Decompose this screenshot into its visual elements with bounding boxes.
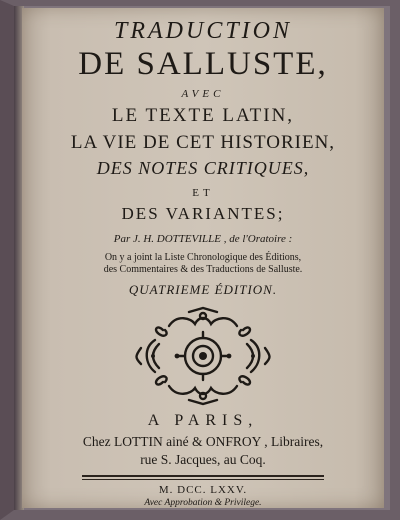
- title-line-1: TRADUCTION: [113, 18, 293, 44]
- subtitle-line-vie: LA VIE DE CET HISTORIEN,: [70, 132, 336, 153]
- note-line-2: des Commentaires & des Traductions de Salluste.: [103, 264, 303, 275]
- subtitle-et: ET: [192, 187, 214, 199]
- title-line-2: DE SALLUSTE,: [78, 46, 328, 82]
- edition-line: QUATRIEME ÉDITION.: [128, 282, 278, 297]
- double-rule-bottom: [82, 479, 324, 480]
- imprint-date: M. DCC. LXXV.: [158, 484, 248, 496]
- note-line-1: On y a joint la Liste Chronologique des Éditions,: [104, 252, 302, 263]
- subtitle-line-texte: LE TEXTE LATIN,: [111, 105, 295, 126]
- imprint-place: A PARIS,: [147, 412, 259, 429]
- double-rule-top: [82, 475, 324, 477]
- subtitle-line-notes: DES NOTES CRITIQUES,: [96, 158, 310, 178]
- subtitle-line-variantes: DES VARIANTES;: [121, 204, 285, 223]
- imprint-publisher-line-2: rue S. Jacques, au Coq.: [140, 452, 266, 467]
- imprint-publisher-line-1: Chez LOTTIN ainé & ONFROY , Libraires,: [82, 434, 324, 449]
- subtitle-avec: AVEC: [181, 88, 225, 100]
- title-page: [22, 8, 384, 508]
- approbation-line: Avec Approbation & Privilege.: [144, 498, 262, 508]
- author-line: Par J. H. DOTTEVILLE , de l'Oratoire :: [113, 233, 293, 245]
- fleuron-ornament-icon: [133, 304, 273, 408]
